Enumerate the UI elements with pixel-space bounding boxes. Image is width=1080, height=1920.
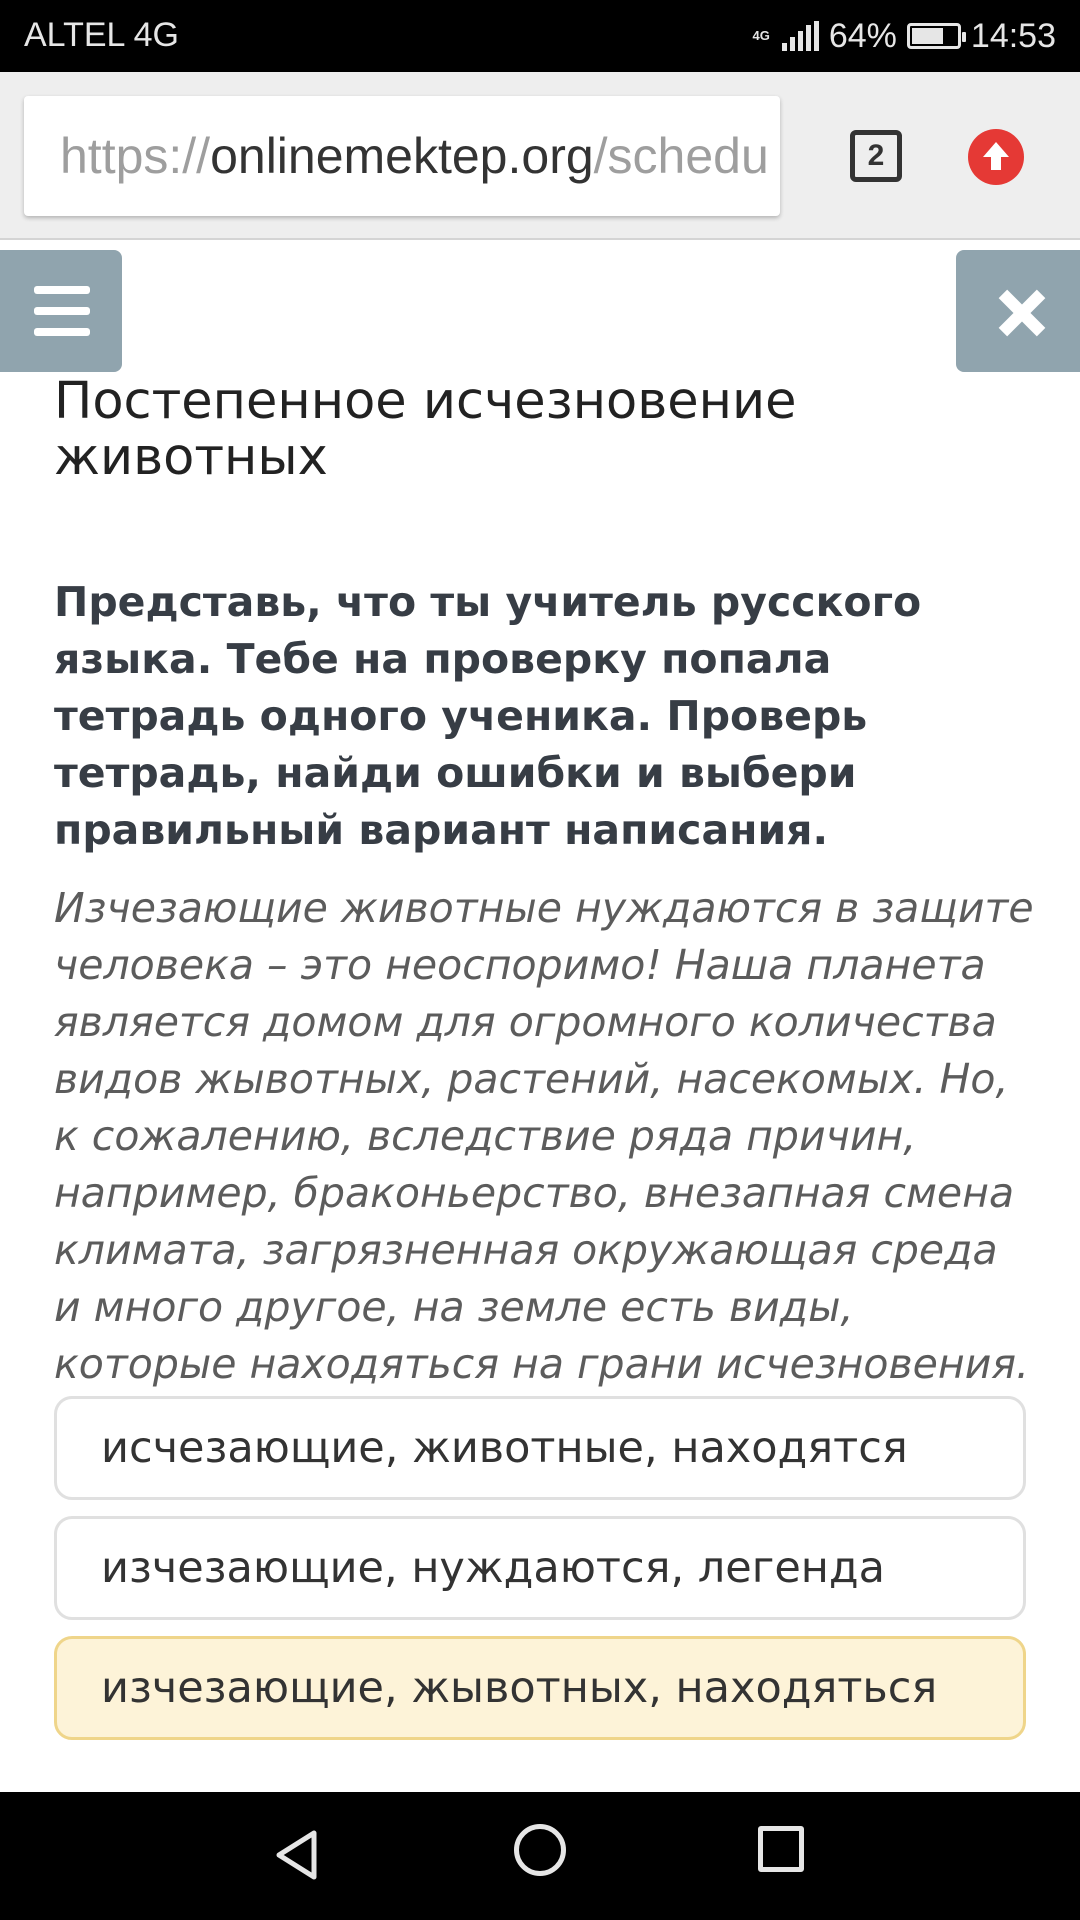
status-bar bbox=[0, 0, 1080, 72]
answer-options bbox=[54, 1396, 1026, 1756]
answer-option-2[interactable]: изчезающие, нуждаются, легенда bbox=[54, 1516, 1026, 1620]
clock: 14:53 bbox=[970, 16, 1056, 55]
menu-button[interactable] bbox=[0, 250, 122, 372]
battery-icon bbox=[907, 23, 961, 49]
home-button[interactable] bbox=[514, 1824, 566, 1876]
answer-option-3[interactable]: изчезающие, жывотных, находяться bbox=[54, 1636, 1026, 1740]
carrier-name: ALTEL 4G bbox=[24, 16, 179, 54]
question-text: Представь, что ты учитель русского языка. Тебе на проверку попала тетрадь одного ученика. Проверь тетрадь, найди ошибки и выбери правильный вариант написания. bbox=[54, 578, 922, 854]
tab-switcher-button[interactable] bbox=[850, 130, 902, 182]
upload-button[interactable] bbox=[968, 129, 1024, 185]
status-indicators bbox=[753, 14, 1057, 58]
url-scheme: https:// bbox=[60, 128, 211, 184]
address-bar[interactable] bbox=[24, 96, 780, 216]
passage-text: Изчезающие животные нуждаются в защите человека – это неоспоримо! Наша планета является домом для огромного количества видов жывотных, растений, насекомых. Но, к сожалению, вследствие ряда причин, например, браконьерство, внезапная смена климата, загрязненная окружающая среда и много другое, на земле есть виды, которые находяться на грани исчезновения. bbox=[54, 884, 1034, 1388]
url-path: /schedu bbox=[593, 128, 769, 184]
back-triangle-icon bbox=[272, 1828, 320, 1882]
battery-percent: 64% bbox=[828, 16, 897, 55]
page-title: Постепенное исчезновение животных bbox=[54, 372, 797, 487]
tab-count: 2 bbox=[867, 139, 885, 172]
network-type-indicator: 4G bbox=[752, 28, 770, 43]
navigation-bar bbox=[0, 1792, 1080, 1920]
browser-toolbar bbox=[0, 72, 1080, 240]
arrow-up-circle-icon bbox=[968, 129, 1024, 185]
signal-icon bbox=[782, 21, 819, 51]
back-button[interactable] bbox=[272, 1828, 320, 1886]
answer-option-1[interactable]: исчезающие, животные, находятся bbox=[54, 1396, 1026, 1500]
close-button[interactable] bbox=[956, 250, 1080, 372]
recents-button[interactable] bbox=[758, 1826, 804, 1872]
url-domain: onlinemektep.org bbox=[210, 128, 594, 184]
